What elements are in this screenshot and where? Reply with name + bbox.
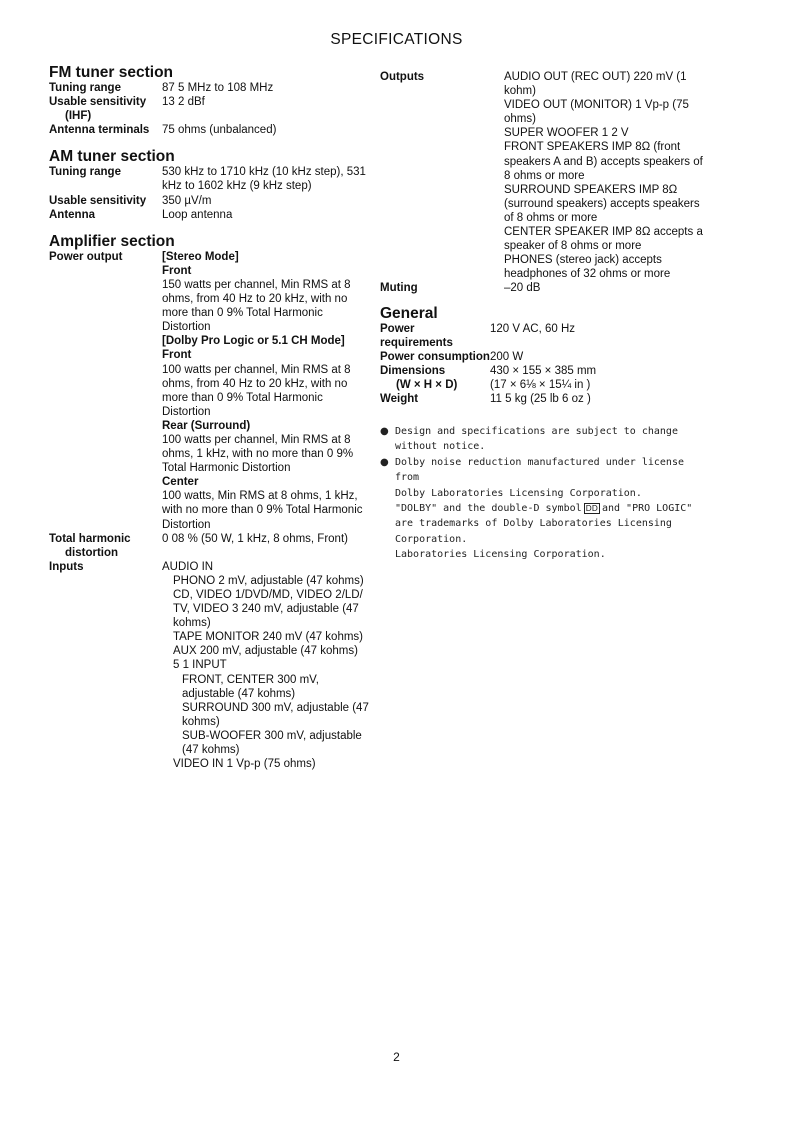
note-fragment: and "PRO LOGIC": [601, 503, 693, 515]
output-item: VIDEO OUT (MONITOR) 1 Vp-p (75 ohms): [504, 99, 689, 126]
channel-label: Rear (Surround): [162, 419, 251, 432]
input-item: FRONT, CENTER 300 mV, adjustable (47 kohms): [182, 673, 319, 700]
spec-value: Loop antenna: [162, 208, 233, 221]
spec-row: [380, 322, 710, 350]
spec-label: Power requirements: [380, 322, 453, 349]
note-text: Design and specifications are subject to change without notice.: [395, 426, 678, 453]
spec-label: Tuning range: [49, 82, 121, 94]
page-number: 2: [393, 1050, 400, 1064]
note-text: Dolby Laboratories Licensing Corporation.: [395, 487, 642, 499]
page-title: SPECIFICATIONS: [330, 31, 463, 48]
spec-row: [380, 378, 710, 392]
spec-row: [49, 165, 374, 193]
input-group: AUDIO IN: [162, 560, 214, 573]
input-item: VIDEO IN 1 Vp-p (75 ohms): [173, 758, 316, 771]
spec-label: [49, 95, 162, 123]
spec-label: Antenna terminals: [49, 124, 150, 137]
bullet-icon: ●: [380, 426, 389, 437]
general-heading: General: [380, 304, 438, 322]
amplifier-section: [49, 233, 374, 771]
spec-label: Outputs: [380, 71, 425, 83]
spec-row: [380, 70, 710, 281]
channel-text: 100 watts per channel, Min RMS at 8 ohms, from 40 Hz to 20 kHz, with no more than 0 9% Total Harmonic Distortion: [162, 363, 351, 418]
outputs-section: [380, 70, 710, 281]
channel-text: 150 watts per channel, Min RMS at 8 ohms, from 40 Hz to 20 kHz, with no more than 0 9% Total Harmonic Distortion: [162, 278, 351, 334]
output-item: FRONT SPEAKERS IMP 8Ω (front speakers A and B) accepts speakers of 8 ohms or more: [504, 141, 703, 182]
spec-row: [49, 532, 374, 560]
right-column: [380, 64, 710, 406]
input-item: SUB-WOOFER 300 mV, adjustable (47 kohms): [182, 729, 362, 757]
bullet-icon: ●: [380, 456, 389, 468]
spec-label-line: Total harmonic: [49, 532, 131, 545]
spec-row: [49, 123, 374, 137]
output-item: PHONES (stereo jack) accepts headphones of 32 ohms or more: [504, 254, 671, 281]
spec-value: [162, 250, 374, 532]
spec-label: Weight: [380, 392, 419, 405]
spec-label: Muting: [380, 282, 418, 295]
spec-label-line: (IHF): [65, 110, 92, 123]
dolby-double-d-icon: DD: [585, 504, 598, 514]
spec-row: [49, 194, 374, 208]
note-fragment: "DOLBY" and the double-D symbol: [395, 503, 582, 515]
spec-label: Power output: [49, 250, 123, 263]
channel-text: 100 watts per channel, Min RMS at 8 ohms, 1 kHz, with no more than 0 9% Total Harmonic Distortion: [162, 433, 354, 475]
note-text: Laboratories Licensing Corporation.: [395, 549, 606, 561]
input-item: AUX 200 mV, adjustable (47 kohms): [173, 645, 358, 658]
input-item: TAPE MONITOR 240 mV (47 kohms): [173, 631, 364, 644]
spec-label: Antenna: [49, 208, 95, 221]
spec-label: Inputs: [49, 560, 84, 573]
mode-heading: [Stereo Mode]: [162, 250, 239, 263]
spec-value: [504, 70, 710, 281]
spec-label: Dimensions: [380, 364, 446, 377]
spec-value: 87 5 MHz to 108 MHz: [162, 82, 274, 94]
spec-row: [380, 364, 710, 378]
output-item: SUPER WOOFER 1 2 V: [504, 127, 629, 140]
input-item: SURROUND 300 mV, adjustable (47 kohms): [182, 701, 369, 728]
fm-heading: FM tuner section: [49, 64, 174, 81]
spec-label-line: distortion: [65, 546, 119, 559]
spec-row: [380, 281, 710, 295]
note-item: [380, 455, 710, 486]
channel-label: Front: [162, 264, 192, 277]
spec-row: [49, 208, 374, 222]
spec-label-line: Usable sensitivity: [49, 96, 147, 109]
spec-value: –20 dB: [504, 282, 541, 295]
spec-value: 13 2 dBf: [162, 96, 205, 109]
am-heading: AM tuner section: [49, 148, 175, 166]
spec-label: Power consumption: [380, 350, 490, 363]
note-text: Dolby noise reduction manufactured under license from: [395, 456, 684, 484]
spec-label: (W × H × D): [396, 378, 458, 391]
spec-value: 430 × 155 × 385 mm: [490, 364, 597, 377]
spec-value: 200 W: [490, 350, 524, 363]
spec-value: 11 5 kg (25 lb 6 oz ): [490, 392, 591, 405]
input-item: 5 1 INPUT: [173, 659, 227, 672]
am-tuner-section: [49, 148, 374, 221]
spec-row: [380, 350, 710, 364]
spec-value: 530 kHz to 1710 kHz (10 kHz step), 531 kHz to 1602 kHz (9 kHz step): [162, 166, 366, 193]
input-item: CD, VIDEO 1/DVD/MD, VIDEO 2/LD/ TV, VIDEO 3 240 mV, adjustable (47 kohms): [173, 589, 363, 630]
spec-row: [380, 392, 710, 406]
input-item: PHONO 2 mV, adjustable (47 kohms): [173, 574, 364, 587]
note-item: [380, 424, 710, 455]
note-text: [380, 501, 710, 516]
spec-value: (17 × 6⅛ × 15¼ in ): [490, 378, 591, 391]
spec-row: [49, 250, 374, 532]
output-item: AUDIO OUT (REC OUT) 220 mV (1 kohm): [504, 71, 687, 98]
note-text: are trademarks of Dolby Laboratories Licensing: [395, 518, 672, 530]
amplifier-heading: Amplifier section: [49, 232, 175, 250]
spec-row: [49, 95, 374, 123]
spec-row: [49, 81, 374, 95]
output-item: SURROUND SPEAKERS IMP 8Ω (surround speakers) accepts speakers of 8 ohms or more: [504, 183, 700, 224]
channel-label: Center: [162, 476, 199, 489]
note-text: Corporation.: [395, 533, 468, 545]
fm-tuner-section: [49, 64, 374, 137]
spec-label: [49, 532, 162, 560]
spec-value: 75 ohms (unbalanced): [162, 124, 277, 137]
left-column: [49, 64, 374, 782]
spec-value: 120 V AC, 60 Hz: [490, 322, 576, 335]
muting-section: [380, 281, 710, 295]
mode-heading: [Dolby Pro Logic or 5.1 CH Mode]: [162, 335, 345, 348]
spec-row: [49, 560, 374, 771]
spec-label: Usable sensitivity: [49, 194, 147, 207]
spec-label: Tuning range: [49, 166, 121, 179]
output-item: CENTER SPEAKER IMP 8Ω accepts a speaker of 8 ohms or more: [504, 226, 703, 253]
spec-value: 0 08 % (50 W, 1 kHz, 8 ohms, Front): [162, 532, 348, 545]
spec-value: [162, 560, 374, 771]
channel-label: Front: [162, 349, 192, 362]
notes: [380, 424, 710, 563]
channel-text: 100 watts, Min RMS at 8 ohms, 1 kHz, with no more than 0 9% Total Harmonic Distortion: [162, 490, 363, 531]
spec-value: 350 µV/m: [162, 194, 212, 207]
general-section: [380, 305, 710, 407]
